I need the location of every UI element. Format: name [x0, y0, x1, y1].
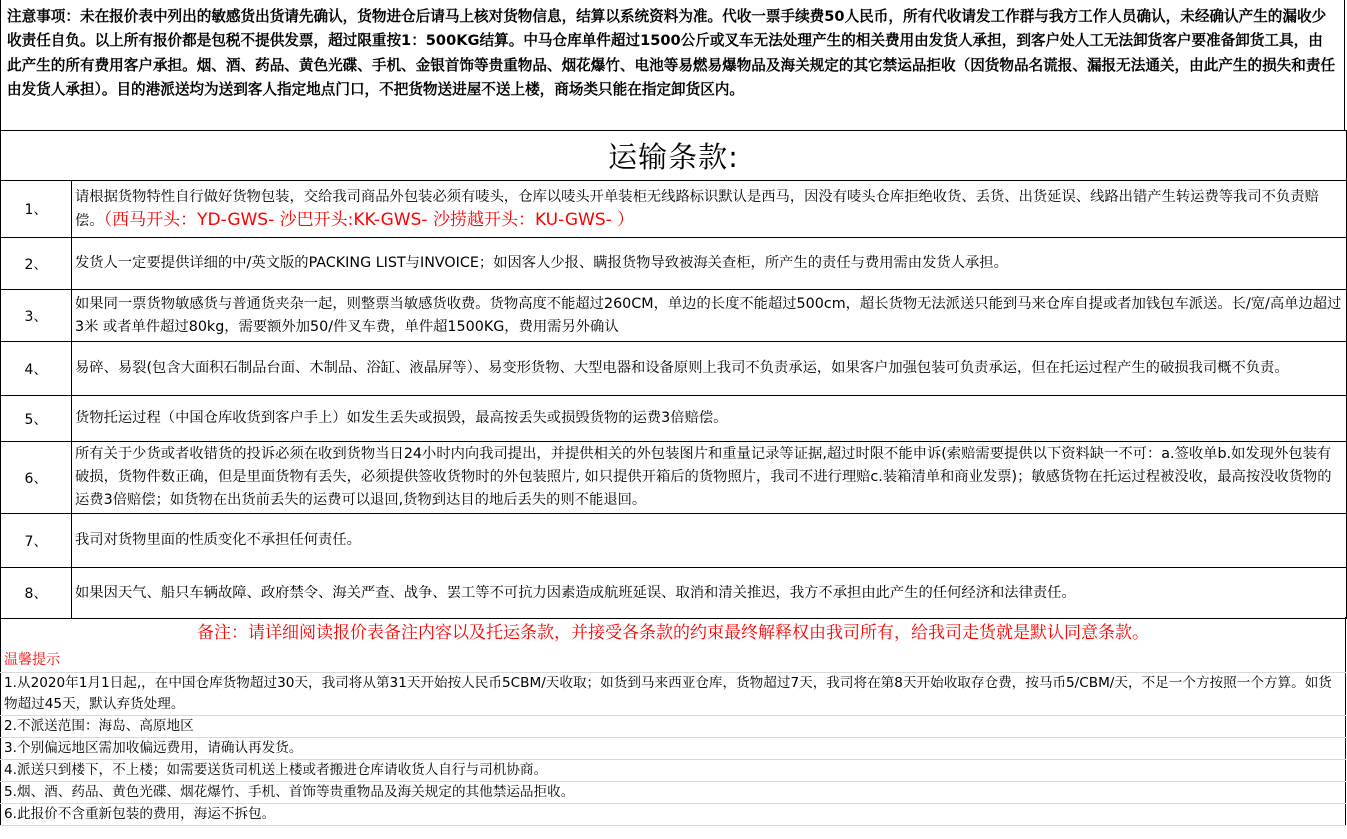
- term-row: [1, 181, 1347, 238]
- tips-heading: 温馨提示: [1, 650, 1346, 673]
- terms-table: [0, 130, 1347, 619]
- term-row: [1, 514, 1347, 568]
- tip-item: 6.此报价不含重新包装的费用，海运不拆包。: [1, 804, 1346, 826]
- tips-table: [0, 650, 1346, 826]
- terms-title: 运输条款:: [1, 131, 1347, 181]
- term-row: [1, 342, 1347, 396]
- term-text: 我司对货物里面的性质变化不承担任何责任。: [72, 514, 1347, 568]
- tip-item: 1.从2020年1月1日起,，在中国仓库货物超过30天，我司将从第31天开始按人民币5CBM/天收取；如货到马来西亚仓库，货物超过7天，我司将在第8天开始收取存仓费，按马币5/CBM/天，不足一个方按照一个方算。如货物超过45天，默认弃货处理。: [1, 673, 1346, 716]
- term-text: 所有关于少货或者收错货的投诉必须在收到货物当日24小时内向我司提出，并提供相关的外包装图片和重量记录等证据,超过时限不能申诉(索赔需要提供以下资料缺一不可：a.签收单b.如发现外包装有破损，货物件数正确，但是里面货物有丢失，必须提供签收货物时的外包装照片, 如只提供开箱后的货物照片，我司不进行理赔c.装箱清单和商业发票)；敏感货物在托运过程被没收，最高按没收货物的运费3倍赔偿；如货物在出货前丢失的运费可以退回,货物到达目的地后丢失的则不能退回。: [72, 442, 1347, 514]
- tip-item: 2.不派送范围：海岛、高原地区: [1, 716, 1346, 738]
- term-number: 1、: [1, 181, 72, 238]
- tip-item: 3.个别偏远地区需加收偏远费用，请确认再发货。: [1, 738, 1346, 760]
- term-number: 2、: [1, 238, 72, 290]
- notice-text: 注意事项：未在报价表中列出的敏感货出货请先确认，货物进仓后请马上核对货物信息，结算以系统资料为准。代收一票手续费50人民币，所有代收请发工作群与我方工作人员确认，未经确认产生的漏收少收责任自负。以上所有报价都是包税不提供发票，超过限重按1：500KG结算。中马仓库单件超过1500公斤或叉车无法处理产生的相关费用由发货人承担，到客户处人工无法卸货客户要准备卸货工具，由此产生的所有费用客户承担。烟、酒、药品、黄色光碟、手机、金银首饰等贵重物品、烟花爆竹、电池等易燃易爆物品及海关规定的其它禁运品拒收（因货物品名谎报、漏报无法通关，由此产生的损失和责任由发货人承担）。目的港派送均为送到客人指定地点门口，不把货物送进屋不送上楼，商场类只能在指定卸货区内。: [0, 0, 1345, 130]
- term-row: [1, 442, 1347, 514]
- tip-item: 4.派送只到楼下，不上楼；如需要送货司机送上楼或者搬进仓库请收货人自行与司机协商。: [1, 760, 1346, 782]
- term-number: 5、: [1, 396, 72, 442]
- tip-item: 5.烟、酒、药品、黄色光碟、烟花爆竹、手机、首饰等贵重物品及海关规定的其他禁运品拒收。: [1, 782, 1346, 804]
- term-text: 如果因天气、船只车辆故障、政府禁令、海关严查、战争、罢工等不可抗力因素造成航班延误、取消和清关推迟，我方不承担由此产生的任何经济和法律责任。: [72, 568, 1347, 619]
- term-row: [1, 290, 1347, 342]
- term-text: [72, 181, 1347, 238]
- term-text-body: 请根据货物特性自行做好货物包装，交给我司商品外包装必须有唛头，仓库以唛头开单装柜无线路标识默认是西马，因没有唛头仓库拒绝收货、丢货、出货延误、线路出错产生转运费等我司不负责赔偿。: [75, 188, 1319, 229]
- term-number: 7、: [1, 514, 72, 568]
- term-number: 8、: [1, 568, 72, 619]
- term-text: 发货人一定要提供详细的中/英文版的PACKING LIST与INVOICE；如因客人少报、瞒报货物导致被海关查柜，所产生的责任与费用需由发货人承担。: [72, 238, 1347, 290]
- term-number: 6、: [1, 442, 72, 514]
- term-number: 4、: [1, 342, 72, 396]
- term-row: [1, 568, 1347, 619]
- term-number: 3、: [1, 290, 72, 342]
- remark-text: 备注：请详细阅读报价表备注内容以及托运条款，并接受各条款的约束最终解释权由我司所有，给我司走货就是默认同意条款。: [0, 617, 1346, 650]
- term-text: 易碎、易裂(包含大面积石制品台面、木制品、浴缸、液晶屏等）、易变形货物、大型电器和设备原则上我司不负责承运，如果客户加强包装可负责承运，但在托运过程产生的破损我司概不负责。: [72, 342, 1347, 396]
- term-row: [1, 238, 1347, 290]
- term-text: 如果同一票货物敏感货与普通货夹杂一起，则整票当敏感货收费。货物高度不能超过260CM，单边的长度不能超过500cm，超长货物无法派送只能到马来仓库自提或者加钱包车派送。长/宽/高单边超过3米 或者单件超过80kg，需要额外加50/件叉车费，单件超1500KG，费用需另外确认: [72, 290, 1347, 342]
- term-row: [1, 396, 1347, 442]
- term-code-highlight: （西马开头：YD-GWS- 沙巴开头:KK-GWS- 沙捞越开头：KU-GWS- ）: [103, 209, 635, 230]
- term-text: 货物托运过程（中国仓库收货到客户手上）如发生丢失或损毁，最高按丢失或损毁货物的运费3倍赔偿。: [72, 396, 1347, 442]
